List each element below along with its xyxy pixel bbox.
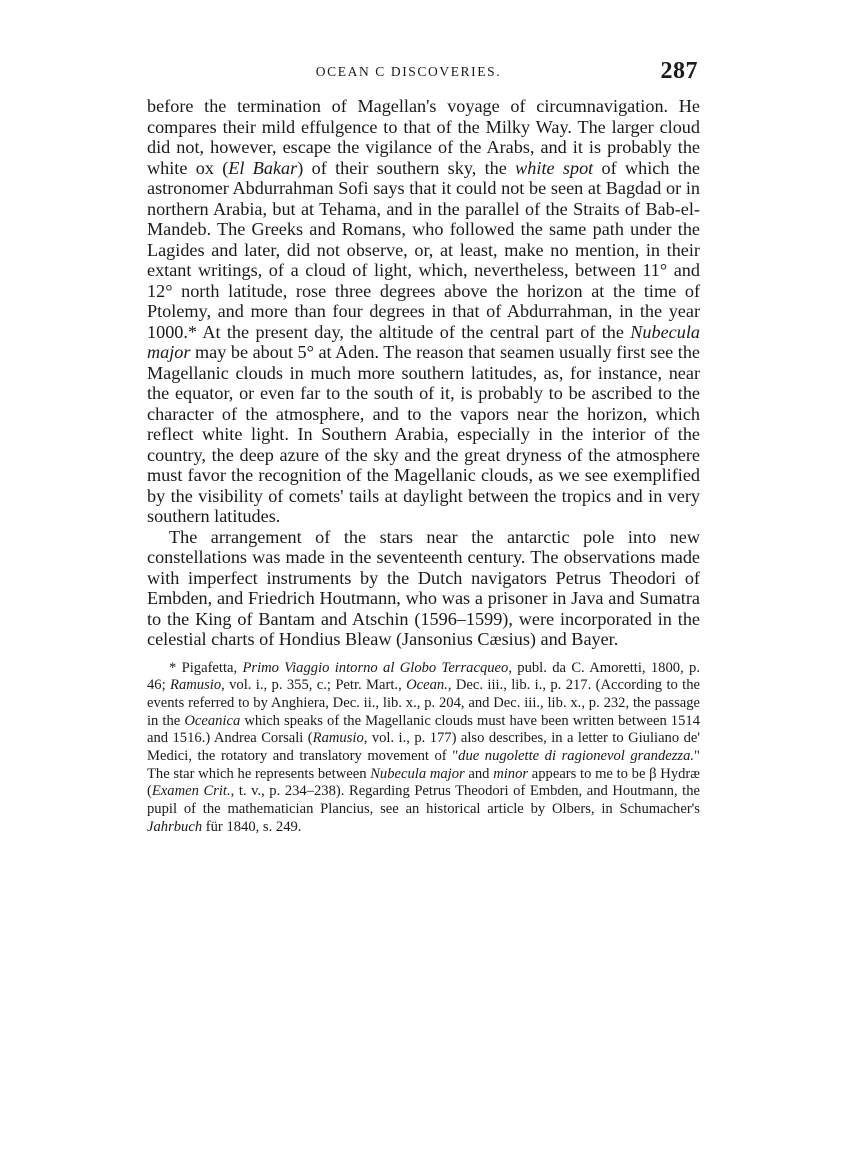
page-number: 287 (660, 58, 698, 84)
footnote-italic-b: Primo Viaggio intorno al Globo Terracqueo (242, 659, 509, 676)
footnote-italic-t: Jahrbuch (147, 818, 203, 835)
footnote-part-o: and (464, 765, 494, 782)
footnote-part-u: für 1840, s. 249. (202, 818, 302, 835)
footnote-part-s: , t. v., p. 234–238). Regarding Petrus Theodori of Embden, and Houtmann, the pupil of the mathematician Plancius, see an historical article by Olbers, in Schumacher's (147, 783, 700, 818)
footnote-part-g: , Dec. iii., lib. i., p. 217. (According to the events referred to by Anghiera, Dec. ii., lib. x., p. 204, and Dec. iii., lib. x., p. 232, the passage in the (147, 677, 700, 729)
footnote-italic-p: minor (493, 765, 529, 782)
paragraph-1-text-e: of which the astronomer Abdurrahman Sofi says that it could not be seen at Bagdad or in northern Arabia, but at Tehama, and in the parallel of the Straits of Bab-el-Mandeb. The Greeks and Romans, who followed the same path under the Lagides and later, did not observe, or, at least, make no mention, in their extant writings, of a cloud of light, which, nevertheless, between 11° and 12° north latitude, rose three degrees above the horizon at the time of Ptolemy, and more than four degrees in that of Abdurrahman, in the year 1000.* At the present day, the altitude of the central part of the (147, 157, 700, 342)
paragraph-1-text-g: may be about 5° at Aden. The reason that seamen usually first see the Magellanic clouds in much more southern latitudes, as, for instance, near the equator, or even far to the south of it, is probably to be ascribed to the character of the atmosphere, and to the vapors near the horizon, which reflect white light. In Southern Arabia, especially in the interior of the country, the deep azure of the sky and the great dryness of the atmosphere must favor the recognition of the Magellanic clouds, as we see exemplified by the visibility of comets' tails at daylight between the tropics and in very southern latitudes. (147, 342, 700, 526)
footnote-italic-h: Oceanica (184, 712, 241, 729)
footnote-italic-d: Ramusio (170, 677, 222, 694)
footnote-italic-r: Examen Crit. (151, 783, 231, 800)
footnote (147, 660, 700, 837)
paragraph-1-text-c: ) of their southern sky, the (297, 157, 516, 178)
footnote-part-c: , publ. da C. Amoretti, 1800, p. 46; (147, 659, 700, 694)
footnote-text (147, 660, 700, 837)
footnote-italic-j: Ramusio (312, 730, 364, 747)
footnote-italic-l: due nugolette di ragionevol grandezza. (458, 748, 695, 765)
footnote-part-m: " The star which he represents between (147, 748, 701, 782)
footnote-part-k: , vol. i., p. 177) also describes, in a letter to Giuliano de' Medici, the rotatory and translatory movement of " (147, 730, 700, 765)
paragraph-1-text-a: before the termination of Magellan's voyage of circumnavigation. He compares their mild effulgence to that of the Milky Way. The larger cloud did not, however, escape the vigilance of the Arabs, and it is probably the white ox ( (147, 96, 700, 178)
italic-nubecula-major: Nubecula major (147, 321, 700, 362)
running-head: OCEAN C DISCOVERIES. (315, 64, 502, 79)
footnote-part-q: appears to me to be β Hydræ ( (147, 765, 701, 800)
footnote-part-e: , vol. i., p. 355, c.; Petr. Mart., (221, 677, 407, 694)
body-text (147, 96, 700, 650)
italic-el-bakar: El Bakar (228, 157, 298, 178)
footnote-italic-f: Ocean. (406, 677, 448, 694)
footnote-part-a: * Pigafetta, (169, 659, 243, 676)
footnote-part-i: which speaks of the Magellanic clouds must have been written between 1514 and 1516.) Andrea Corsali ( (147, 712, 700, 747)
paragraph-1 (147, 96, 700, 527)
paragraph-2: The arrangement of the stars near the antarctic pole into new constellations was made in the seventeenth century. The observations made with imperfect instruments by the Dutch navigators Petrus Theodori of Embden, and Friedrich Houtmann, who was a prisoner in Java and Sumatra to the King of Bantam and Atschin (1596–1599), were incorporated in the celestial charts of Hondius Bleaw (Jansonius Cæsius) and Bayer. (147, 526, 700, 649)
footnote-italic-n: Nubecula major (370, 765, 465, 782)
italic-white-spot: white spot (515, 157, 594, 178)
page-header (147, 56, 700, 88)
book-page (147, 56, 700, 837)
